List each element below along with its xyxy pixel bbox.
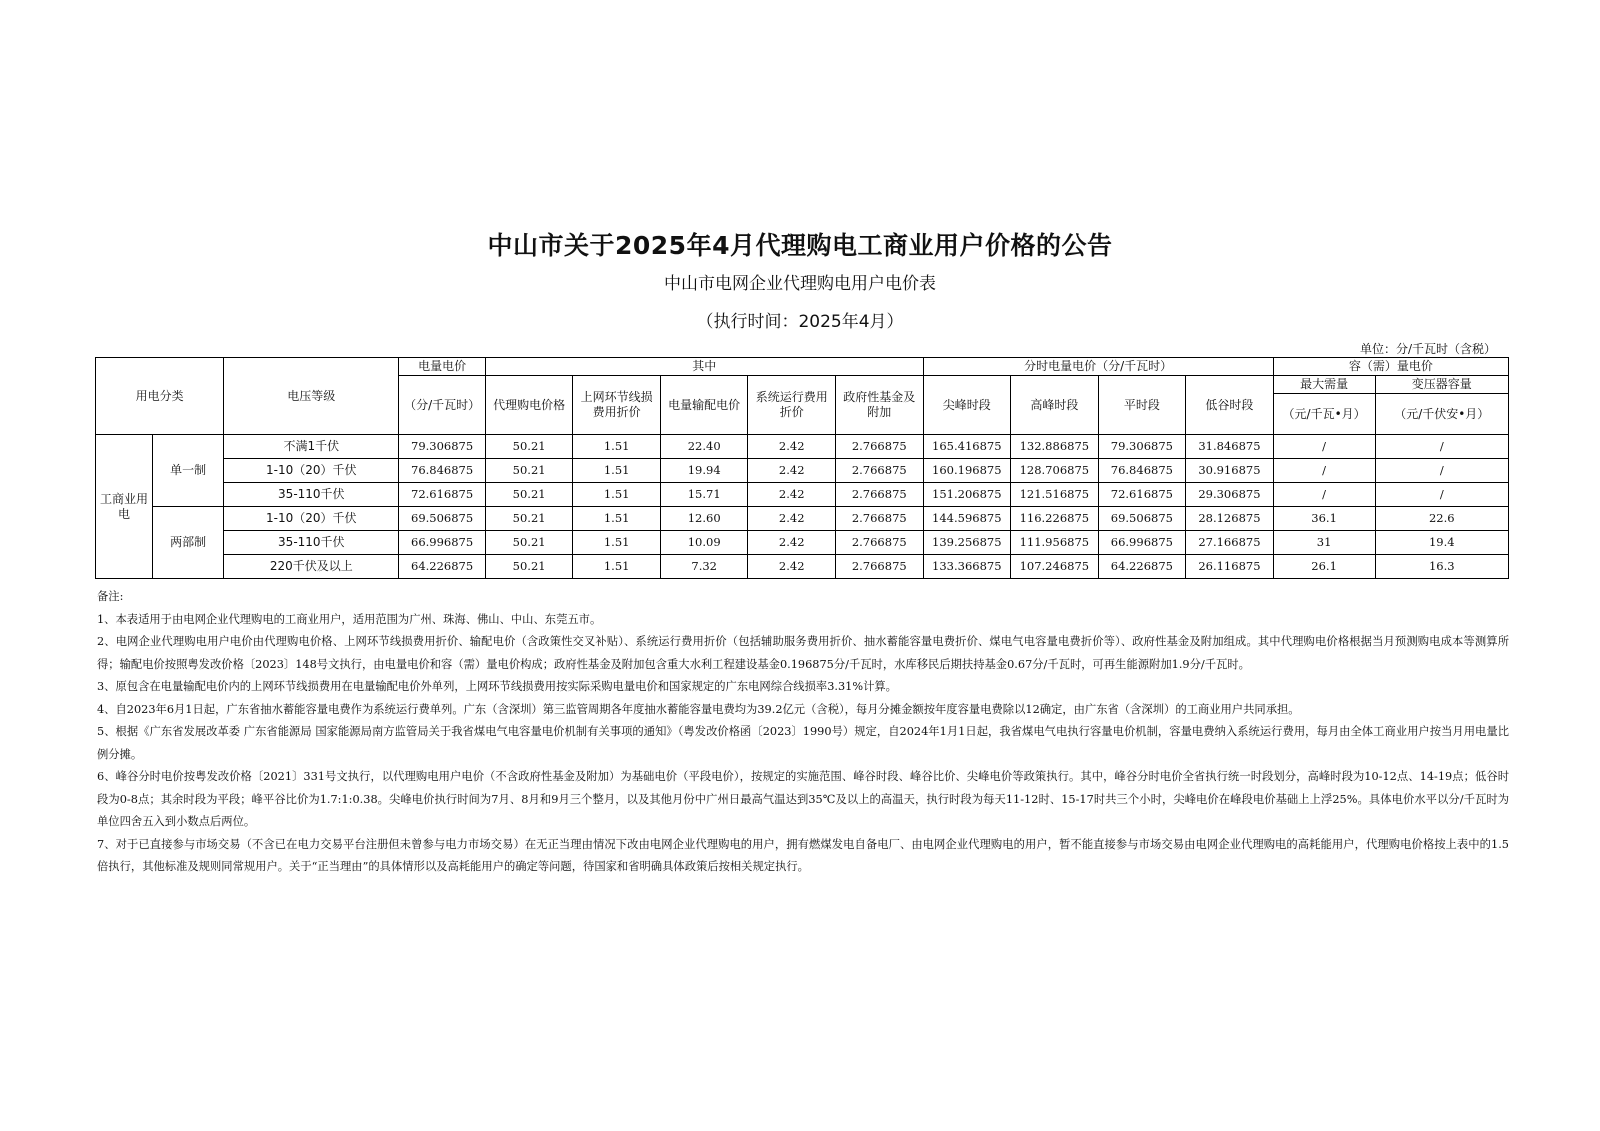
unit-label: 单位：分/千瓦时（含税） — [1359, 342, 1496, 356]
execution-time: （执行时间：2025年4月） — [696, 312, 904, 332]
table-cell: 2.766875 — [835, 555, 923, 579]
table-cell: 128.706875 — [1011, 459, 1099, 483]
subgroup-single: 单一制 — [153, 435, 224, 507]
table-cell: 19.94 — [660, 459, 748, 483]
table-cell: 111.956875 — [1011, 531, 1099, 555]
table-cell: 27.166875 — [1186, 531, 1274, 555]
header-max-demand-unit: （元/千瓦•月） — [1273, 394, 1375, 435]
table-cell: 1.51 — [573, 435, 661, 459]
table-cell: 116.226875 — [1011, 507, 1099, 531]
table-cell: 50.21 — [485, 459, 573, 483]
table-cell: 69.506875 — [1098, 507, 1186, 531]
table-cell: 139.256875 — [923, 531, 1011, 555]
table-cell: 76.846875 — [399, 459, 486, 483]
note-item: 7、对于已直接参与市场交易（不含已在电力交易平台注册但未曾参与电力市场交易）在无正当理由情况下改由电网企业代理购电的用户，拥有燃煤发电自备电厂、由电网企业代理购电的用户，暂不能直接参与市场交易由电网企业代理购电的高耗能用户，代理购电价格按上表中的1.5倍执行，其他标准及规则同常规用户。关于“正当理由”的具体情形以及高耗能用户的确定等问题，待国家和省明确具体政策后按相关规定执行。 — [97, 837, 1509, 873]
table-cell: 12.60 — [660, 507, 748, 531]
table-cell: 30.916875 — [1186, 459, 1274, 483]
header-category: 用电分类 — [96, 358, 224, 435]
voltage-cell: 不满1千伏 — [224, 435, 399, 459]
table-cell: 72.616875 — [399, 483, 486, 507]
table-row — [96, 531, 1509, 555]
voltage-cell: 1-10（20）千伏 — [224, 459, 399, 483]
voltage-cell: 220千伏及以上 — [224, 555, 399, 579]
table-row — [96, 483, 1509, 507]
header-line-loss: 上网环节线损费用折价 — [573, 376, 661, 435]
header-flat: 平时段 — [1098, 376, 1186, 435]
header-system-cost: 系统运行费用折价 — [748, 376, 836, 435]
table-cell: 133.366875 — [923, 555, 1011, 579]
table-cell: 22.40 — [660, 435, 748, 459]
table-cell: 50.21 — [485, 483, 573, 507]
header-peak: 尖峰时段 — [923, 376, 1011, 435]
table-cell: 72.616875 — [1098, 483, 1186, 507]
table-subtitle: 中山市电网企业代理购电用户电价表 — [664, 274, 936, 294]
table-cell: 31.846875 — [1186, 435, 1274, 459]
table-cell: 31 — [1273, 531, 1375, 555]
table-row — [96, 507, 1509, 531]
header-valley: 低谷时段 — [1186, 376, 1274, 435]
table-cell: / — [1273, 435, 1375, 459]
header-capacity: 容（需）量电价 — [1273, 358, 1508, 376]
category-group: 工商业用电 — [96, 435, 153, 579]
table-cell: 64.226875 — [399, 555, 486, 579]
note-item: 4、自2023年6月1日起，广东省抽水蓄能容量电费作为系统运行费单列。广东（含深圳）第三监管周期各年度抽水蓄能容量电费均为39.2亿元（含税），每月分摊金额按年度容量电费除以12确定，由广东省（含深圳）的工商业用户共同承担。 — [97, 702, 1300, 716]
header-tou: 分时电量电价（分/千瓦时） — [923, 358, 1273, 376]
table-cell: 19.4 — [1375, 531, 1509, 555]
table-cell: 79.306875 — [1098, 435, 1186, 459]
header-max-demand: 最大需量 — [1273, 376, 1375, 394]
table-cell: 2.42 — [748, 459, 836, 483]
table-cell: 50.21 — [485, 435, 573, 459]
table-cell: 7.32 — [660, 555, 748, 579]
header-transmission: 电量输配电价 — [660, 376, 748, 435]
table-cell: 165.416875 — [923, 435, 1011, 459]
table-cell: 2.42 — [748, 531, 836, 555]
table-cell: 29.306875 — [1186, 483, 1274, 507]
table-cell: 1.51 — [573, 507, 661, 531]
table-cell: 1.51 — [573, 459, 661, 483]
header-among: 其中 — [485, 358, 923, 376]
table-cell: 2.42 — [748, 435, 836, 459]
table-cell: 2.42 — [748, 483, 836, 507]
note-item: 5、根据《广东省发展改革委 广东省能源局 国家能源局南方监管局关于我省煤电气电容量电价机制有关事项的通知》（粤发改价格函〔2023〕1990号）规定，自2024年1月1日起，我省煤电气电执行容量电价机制，容量电费纳入系统运行费用，每月由全体工商业用户按当月用电量比例分摊。 — [97, 725, 1509, 761]
table-cell: 132.886875 — [1011, 435, 1099, 459]
table-cell: 69.506875 — [399, 507, 486, 531]
voltage-cell: 35-110千伏 — [224, 531, 399, 555]
table-cell: 1.51 — [573, 555, 661, 579]
table-cell: 66.996875 — [1098, 531, 1186, 555]
table-cell: / — [1375, 483, 1509, 507]
table-cell: 15.71 — [660, 483, 748, 507]
table-cell: 28.126875 — [1186, 507, 1274, 531]
table-cell: 160.196875 — [923, 459, 1011, 483]
subgroup-two-part: 两部制 — [153, 507, 224, 579]
table-cell: 22.6 — [1375, 507, 1509, 531]
table-cell: 36.1 — [1273, 507, 1375, 531]
table-cell: 144.596875 — [923, 507, 1011, 531]
table-cell: 2.42 — [748, 555, 836, 579]
table-cell: 16.3 — [1375, 555, 1509, 579]
table-cell: 107.246875 — [1011, 555, 1099, 579]
table-cell: 121.516875 — [1011, 483, 1099, 507]
table-row — [96, 435, 1509, 459]
page-title: 中山市关于2025年4月代理购电工商业用户价格的公告 — [487, 231, 1113, 260]
header-high: 高峰时段 — [1011, 376, 1099, 435]
table-cell: / — [1273, 483, 1375, 507]
note-item: 1、本表适用于由电网企业代理购电的工商业用户，适用范围为广州、珠海、佛山、中山、东莞五市。 — [97, 612, 602, 626]
table-cell: / — [1375, 435, 1509, 459]
table-cell: / — [1375, 459, 1509, 483]
table-cell: 2.766875 — [835, 507, 923, 531]
table-cell: 50.21 — [485, 507, 573, 531]
table-cell: 2.766875 — [835, 531, 923, 555]
header-energy-price: 电量电价 — [399, 358, 486, 376]
table-cell: 1.51 — [573, 483, 661, 507]
table-cell: 2.766875 — [835, 459, 923, 483]
header-transformer: 变压器容量 — [1375, 376, 1509, 394]
table-cell: 2.42 — [748, 507, 836, 531]
notes-section — [97, 586, 1509, 879]
header-transformer-unit: （元/千伏安•月） — [1375, 394, 1509, 435]
table-cell: / — [1273, 459, 1375, 483]
table-cell: 76.846875 — [1098, 459, 1186, 483]
header-energy-price-unit: （分/千瓦时） — [399, 376, 486, 435]
table-cell: 1.51 — [573, 531, 661, 555]
table-cell: 10.09 — [660, 531, 748, 555]
table-cell: 66.996875 — [399, 531, 486, 555]
note-item: 2、电网企业代理购电用户电价由代理购电价格、上网环节线损费用折价、输配电价（含政策性交叉补贴）、系统运行费用折价（包括辅助服务费用折价、抽水蓄能容量电费折价、煤电气电容量电费折价等）、政府性基金及附加组成。其中代理购电价格根据当月预测购电成本等测算所得；输配电价按照粤发改价格〔2023〕148号文执行，由电量电价和容（需）量电价构成；政府性基金及附加包含重大水利工程建设基金0.196875分/千瓦时，水库移民后期扶持基金0.67分/千瓦时，可再生能源附加1.9分/千瓦时。 — [97, 635, 1509, 671]
header-proxy-price: 代理购电价格 — [485, 376, 573, 435]
table-cell: 50.21 — [485, 531, 573, 555]
price-table — [95, 357, 1509, 579]
note-item: 6、峰谷分时电价按粤发改价格〔2021〕331号文执行，以代理购电用户电价（不含政府性基金及附加）为基础电价（平段电价），按规定的实施范围、峰谷时段、峰谷比价、尖峰电价等政策执行。其中，峰谷分时电价全省执行统一时段划分，高峰时段为10-12点、14-19点；低谷时段为0-8点；其余时段为平段；峰平谷比价为1.7:1:0.38。尖峰电价执行时间为7月、8月和9月三个整月，以及其他月份中广州日最高气温达到35℃及以上的高温天，执行时段为每天11-12时、15-17时共三个小时，尖峰电价在峰段电价基础上上浮25%。具体电价水平以分/千瓦时为单位四舍五入到小数点后两位。 — [97, 770, 1509, 828]
voltage-cell: 1-10（20）千伏 — [224, 507, 399, 531]
notes-heading: 备注: — [97, 590, 124, 603]
note-item: 3、原包含在电量输配电价内的上网环节线损费用在电量输配电价外单列，上网环节线损费用按实际采购电量电价和国家规定的广东电网综合线损率3.31%计算。 — [97, 680, 897, 693]
table-header-row — [96, 358, 1509, 376]
header-gov-fund: 政府性基金及附加 — [835, 376, 923, 435]
table-cell: 151.206875 — [923, 483, 1011, 507]
table-cell: 26.116875 — [1186, 555, 1274, 579]
table-row — [96, 555, 1509, 579]
table-row — [96, 459, 1509, 483]
header-voltage: 电压等级 — [224, 358, 399, 435]
table-cell: 2.766875 — [835, 483, 923, 507]
table-cell: 64.226875 — [1098, 555, 1186, 579]
table-cell: 2.766875 — [835, 435, 923, 459]
voltage-cell: 35-110千伏 — [224, 483, 399, 507]
table-cell: 26.1 — [1273, 555, 1375, 579]
table-cell: 79.306875 — [399, 435, 486, 459]
table-cell: 50.21 — [485, 555, 573, 579]
